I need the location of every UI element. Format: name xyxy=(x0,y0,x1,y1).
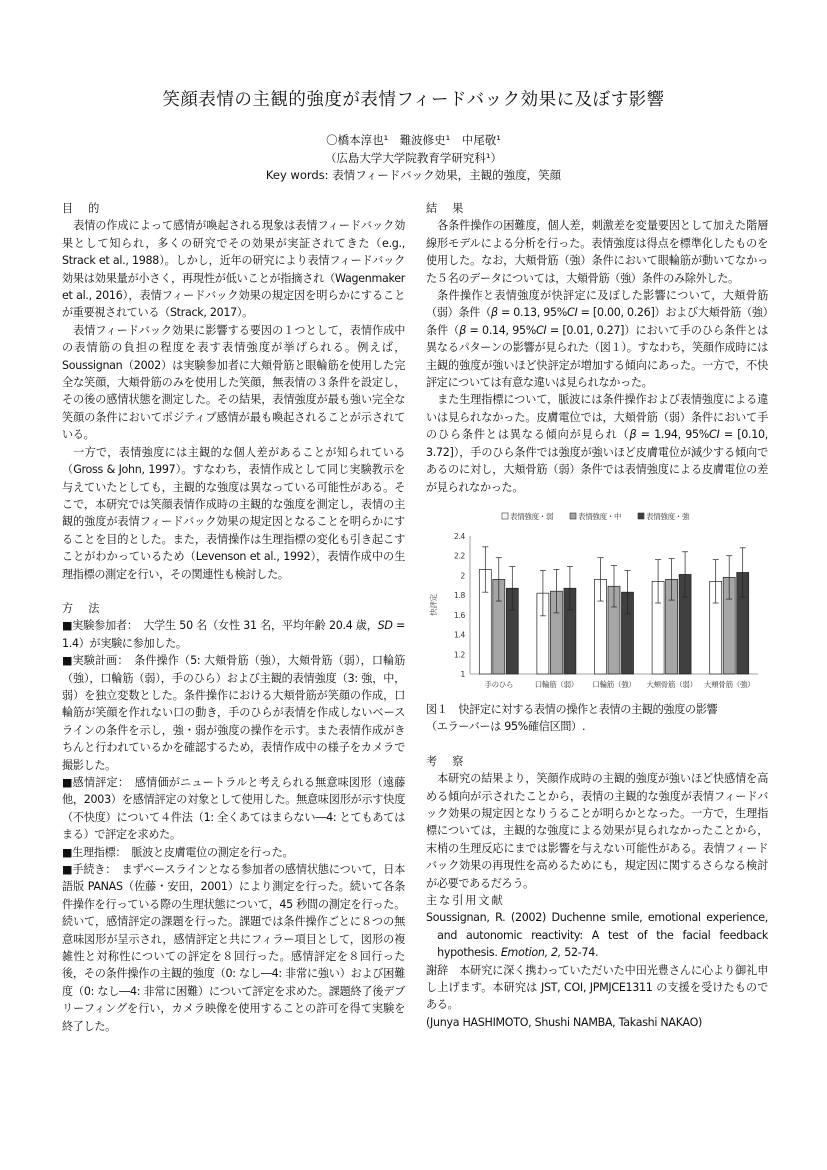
legend-entry: 表情強度・強 xyxy=(646,511,690,521)
figure-caption-line-1: 図１ 快評定に対する表情の操作と表情の主観的強度の影響 xyxy=(426,702,718,716)
right-column xyxy=(426,200,768,1031)
figure-1-chart xyxy=(426,506,768,701)
paper-title: 笑顔表情の主観的強度が表情フィードバック効果に及ぼす影響 xyxy=(162,90,665,110)
author-signature: (Junya HASHIMOTO, Shushi NAMBA, Takashi NAKAO) xyxy=(426,1015,703,1029)
x-category-label: 口輪筋（強） xyxy=(592,679,636,689)
legend-entry: 表情強度・弱 xyxy=(510,511,554,521)
authors: 〇橋本淳也¹ 難波修史¹ 中尾敬¹ xyxy=(326,133,501,147)
section-heading-results: 結 果 xyxy=(426,202,466,215)
purpose-paragraph-1: 表情の作成によって感情が喚起される現象は表情フィードバック効果として知られ，多くの研究でその効果が実証されてきた（e.g., Strack et al., 1988）。しかし，近年の研究により表情フィードバック効果は効果量が小さく，再現性が低いことが指摘され（Wagenmaker et al., 2016），表情フィードバック効果の規定因を明らかにすることが重要視されている（Strack, 2017）。 xyxy=(62,219,405,320)
legend-swatch xyxy=(502,513,508,519)
purpose-paragraph-3: 一方で，表情強度には主観的な個人差があることが知られている（Gross & John, 1997）。すなわち，表情作成として同じ実験教示を与えていたとしても，主観的な強度は異なっている可能性がある。そこで，本研究では笑顔表情作成時の主観的な強度を測定し，表情の主観的強度が表情フィードバック効果の規定因となることを明らかにすることを目的とした。また，表情操作は生理指標の変化も引き起こすことがわかっているため（Levenson et al., 1992），表情作成中の生理指標の測定を行い，その関連性も検討した。 xyxy=(62,445,405,581)
results-paragraph-1: 各条件操作の困難度，個人差，刺激差を変量要因として加えた階層線形モデルによる分析を行った。表情強度は得点を標準化したものを使用した。なお，大頬骨筋（強）条件において眼輪筋が動いてなかった５名のデータについては，大頬骨筋（強）条件のみ除外した。 xyxy=(426,219,768,285)
discussion-paragraph: 本研究の結果より，笑顔作成時の主観的強度が強いほど快感情を高める傾向が示されたことから，表情の主観的な強度が表情フィードバック効果の規定因となりうることが明らかとなった。一方で，生理指標については，主観的な強度による効果が見られなかったことから，末梢の生理反応にまでは影響を与えない可能性がある。表情フィードバック効果の再現性を高めるためにも，規定因に関するさらなる検討が必要であるだろう。 xyxy=(426,772,768,890)
x-category-label: 大頬骨筋（弱） xyxy=(646,679,697,689)
legend-entry: 表情強度・中 xyxy=(578,511,622,521)
bar-chart xyxy=(426,506,768,701)
y-axis-label: 快評定 xyxy=(429,594,438,616)
method-design: ■実験計画： 条件操作（5: 大頬骨筋（強），大頬骨筋（弱），口輪筋（強），口輪筋（弱），手のひら）および主観的表情強度（3: 強，中，弱）を独立変数とした。条件操作における大頬骨筋が笑顔の作成，口輪筋が笑顔を作れない口の動き，手のひらが表情を作成しないベースラインの条件を示し，強・弱が強度の操作を示す。また表情作成がきちんと行われているかを確認するため，表情作成中の様子をカメラで撮影した。 xyxy=(62,654,405,772)
x-category-label: 大頬骨筋（強） xyxy=(703,679,755,689)
results-paragraph-2: 条件操作と表情強度が快評定に及ぼした影響について，大頬骨筋（弱）条件（β = 0.13, 95%CI = [0.00, 0.26]）および大頬骨筋（強）条件（β = 0.14, 95%CI = [0.01, 0.27]）において手のひら条件とは異なるパターンの影響が見られた（図１）。すなわち，笑顔作成時には主観的強度が強いほど快評定が増加する傾向にあった。一方で，不快評定については有意な違いは見られなかった。 xyxy=(426,289,768,390)
section-heading-method: 方 法 xyxy=(62,601,102,615)
reference-soussignan: Soussignan, R. (2002) Duchenne smile, emotional experience, and autonomic reactivity: A test of the facial feedback hypothesis. Emotion, 2, 52-74. xyxy=(426,911,768,960)
legend-swatch xyxy=(638,513,644,519)
x-category-label: 口輪筋（弱） xyxy=(534,679,579,689)
method-procedure: ■手続き： まずベースラインとなる参加者の感情状態について，日本語版 PANAS（佐藤・安田，2001）により測定を行った。続いて各条件操作を行っている際の生理状態について，45 秒間の測定を行った。続いて，感情評定の課題を行った。課題では条件操作ごとに８つの無意味図形が呈示され，感情評定と共にフィラー項目として，図形の複雑性と対称性についての評定を８回行った。感情評定を８回行った後，その条件操作の主観的強度（0: なし―4: 非常に強い）および困難度（0: なし―4: 非常に困難）について評定を求めた。課題終了後デブリーフィングを行い，カメラ映像を使用することの許可を得て実験を終了した。 xyxy=(62,863,405,1033)
y-tick-label: 2 xyxy=(460,571,465,581)
y-tick-label: 2.4 xyxy=(453,531,465,541)
method-physiology: ■生理指標： 脈波と皮膚電位の測定を行った。 xyxy=(62,845,294,859)
legend-swatch xyxy=(570,513,576,519)
section-heading-references: 主な引用文献 xyxy=(426,893,505,907)
results-paragraph-3: また生理指標について，脈波には条件操作および表情強度による違いは見られなかった。皮膚電位では，大頬骨筋（弱）条件において手のひら条件とは異なる傾向が見られ（β = 1.94, 95%CI = [0.10, 3.72]），手のひら条件では強度が強いほど皮膚電位が減少する傾向であるのに対し，大頬骨筋（弱）条件では表情強度による皮膚電位の差が見られなかった。 xyxy=(426,393,768,494)
keywords: Key words: 表情フィードバック効果，主観的強度，笑顔 xyxy=(265,168,562,182)
section-heading-discussion: 考 察 xyxy=(426,754,466,768)
figure-caption-line-2: （エラーバーは 95%確信区間）. xyxy=(426,720,586,734)
acknowledgement: 謝辞 本研究に深く携わっていただいた中田光豊さんに心より御礼申し上げます。本研究は JST, COI, JPMJCE1311 の支援を受けたものである。 xyxy=(426,963,768,1012)
x-category-label: 手のひら xyxy=(484,679,514,689)
y-tick-label: 1.8 xyxy=(453,591,465,601)
y-tick-label: 2.2 xyxy=(453,551,465,561)
purpose-paragraph-2: 表情フィードバック効果に影響する要因の１つとして，表情作成中の表情筋の負担の程度を表す表情強度が挙げられる。例えば，Soussignan（2002）は実験参加者に大頬骨筋と眼輪筋を使用した完全な笑顔，大頬骨筋のみを使用した笑顔，無表情の３条件を設定し，その後の感情状態を測定した。その結果，表情強度が最も強い完全な笑顔の条件においてポジティブ感情が最も喚起されることが示されている。 xyxy=(62,323,405,442)
left-column xyxy=(62,200,405,1035)
y-tick-label: 1 xyxy=(460,669,465,679)
y-tick-label: 1.4 xyxy=(453,630,465,640)
method-affect-rating: ■感情評定： 感情価がニュートラルと考えられる無意味図形（遠藤他，2003）を感情評定の対象として使用した。無意味図形が示す快度（不快度）について４件法（1: 全くあてはまらない―4: とてもあてはまる）で評定を求めた。 xyxy=(62,776,405,842)
y-tick-label: 1.2 xyxy=(453,650,465,660)
method-participants: ■実験参加者： 大学生 50 名（女性 31 名，平均年齢 20.4 歳，SD = 1.4）が実験に参加した。 xyxy=(62,619,405,650)
affiliation: （広島大学大学院教育学研究科¹） xyxy=(324,151,503,165)
y-tick-label: 1.6 xyxy=(453,610,465,620)
section-heading-purpose: 目 的 xyxy=(62,202,102,215)
